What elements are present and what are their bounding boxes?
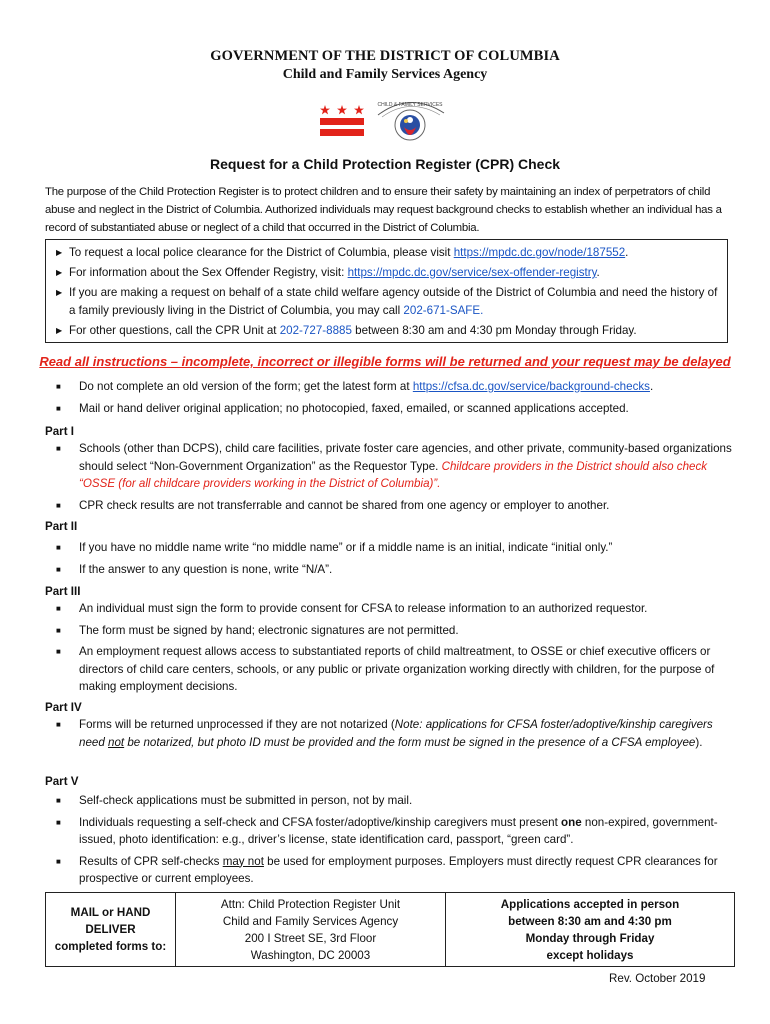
triangle-bullet-icon: ▶ (56, 326, 63, 335)
revision-date: Rev. October 2019 (609, 972, 706, 985)
general-instructions (45, 378, 735, 421)
list-item: ■ Schools (other than DCPS), child care facilities, private foster care agencies, and other private, community-based organizations should select “Non-Government Organization” as the Requestor Type. Childcare providers in the District should also check “OSSE (for all childcare providers working in the District of Columbia)”. (45, 440, 735, 493)
part-4-section (45, 700, 735, 755)
square-bullet-icon: ■ (56, 604, 61, 613)
info-box (45, 239, 728, 343)
government-name: GOVERNMENT OF THE DISTRICT OF COLUMBIA (210, 48, 560, 64)
part-label: Part V (45, 775, 79, 788)
document-header (0, 48, 770, 83)
list-item: ■ Self-check applications must be submitted in person, not by mail. (45, 792, 735, 810)
part-1-section (45, 424, 735, 518)
square-bullet-icon: ■ (56, 796, 61, 805)
cfsa-logo (372, 93, 448, 143)
square-bullet-icon: ■ (56, 403, 61, 413)
mail-label-cell: MAIL or HAND DELIVER completed forms to: (46, 893, 176, 967)
part-label: Part IV (45, 701, 82, 714)
part-label: Part III (45, 585, 81, 598)
list-item: ■ An employment request allows access to substantiated reports of child maltreatment, to OSSE or chief executive officers or directors of child care centers, schools, or any public or private organization working directly with children, for the purpose of making employment decisions. (45, 643, 735, 696)
cpr-unit-phone-number[interactable]: 202-727-8885 (279, 324, 352, 337)
square-bullet-icon: ■ (56, 543, 61, 552)
part-2-section (45, 519, 735, 582)
list-item: ■ CPR check results are not transferrable and cannot be shared from one agency or employer to another. (45, 497, 735, 515)
intro-paragraph: The purpose of the Child Protection Register is to protect children and to ensure their safety by maintaining an index of perpetrators of child abuse and neglect in the District of Columbia. Authorized individuals may request background checks to establish whether an individual has a record of substantiated abuse or neglect of a child that occurred in the District of Columbia. (45, 186, 722, 234)
triangle-bullet-icon: ▶ (56, 248, 63, 257)
police-clearance-link[interactable]: https://mpdc.dc.gov/node/187552 (453, 246, 626, 259)
safe-phone-number[interactable]: 202-671-SAFE. (403, 304, 484, 317)
part-3-section (45, 584, 735, 700)
page-title: Request for a Child Protection Register (CPR) Check (209, 156, 561, 172)
list-item: ■ The form must be signed by hand; electronic signatures are not permitted. (45, 622, 735, 640)
list-item: ■ Results of CPR self-checks may not be used for employment purposes. Employers must directly request CPR clearances for prospective or current employees. (45, 853, 735, 888)
childcare-provider-note: Childcare providers in the District should also check “OSSE (for all childcare providers working in the District of Columbia)”. (79, 459, 708, 490)
part-label: Part II (45, 520, 78, 533)
square-bullet-icon: ■ (56, 564, 61, 574)
square-bullet-icon: ■ (56, 856, 61, 866)
triangle-bullet-icon: ▶ (56, 288, 63, 297)
square-bullet-icon: ■ (56, 625, 61, 635)
list-item: ■ Forms will be returned unprocessed if they are not notarized (Note: applications for CFSA foster/adoptive/kinship caregivers need not be notarized, but photo ID must be provided and the form must be signed in the presence of a CFSA employee). (45, 716, 735, 751)
list-item: ■ If the answer to any question is none, write “N/A”. (45, 561, 735, 579)
sex-offender-registry-link[interactable]: https://mpdc.dc.gov/service/sex-offender-registry (347, 266, 597, 279)
part-5-section (45, 774, 735, 892)
mail-delivery-table (45, 892, 735, 967)
square-bullet-icon: ■ (56, 817, 61, 827)
agency-name: Child and Family Services Agency (282, 67, 488, 82)
part-label: Part I (45, 425, 74, 438)
list-item: ■ If you have no middle name write “no middle name” or if a middle name is an initial, indicate “initial only.” (45, 539, 735, 557)
square-bullet-icon: ■ (56, 444, 61, 453)
instructions-warning: Read all instructions – incomplete, incorrect or illegible forms will be returned and your request may be delayed (39, 354, 731, 369)
office-hours-cell: Applications accepted in person between 8:30 am and 4:30 pm Monday through Friday except holidays (446, 893, 735, 967)
info-item-cpr-unit: ▶ For other questions, call the CPR Unit at 202-727-8885 between 8:30 am and 4:30 pm Monday through Friday. (56, 322, 721, 340)
mail-address-cell: Attn: Child Protection Register Unit Child and Family Services Agency 200 I Street SE, 3rd Floor Washington, DC 20003 (176, 893, 446, 967)
info-item-sex-offender: ▶ For information about the Sex Offender Registry, visit: https://mpdc.dc.gov/service/sex-offender-registry. (56, 264, 721, 282)
list-item: ■ Individuals requesting a self-check and CFSA foster/adoptive/kinship caregivers must present one non-expired, government-issued, photo identification: e.g., driver’s license, state identification card, passport, “green card”. (45, 814, 735, 849)
triangle-bullet-icon: ▶ (56, 268, 63, 277)
square-bullet-icon: ■ (56, 720, 61, 729)
background-checks-link[interactable]: https://cfsa.dc.gov/service/background-checks (412, 380, 650, 393)
info-item-state-agency: ▶ If you are making a request on behalf of a state child welfare agency outside of the District of Columbia and need the history of a family previously living in the District of Columbia, you may call 202-671-SAFE. (56, 284, 721, 320)
dc-flag-logo (320, 101, 364, 137)
list-item: ■ An individual must sign the form to provide consent for CFSA to release information to an authorized requestor. (45, 600, 735, 618)
info-item-police: ▶ To request a local police clearance for the District of Columbia, please visit https://mpdc.dc.gov/node/187552. (56, 244, 721, 262)
square-bullet-icon: ■ (56, 500, 61, 510)
list-item: ■ Mail or hand deliver original application; no photocopied, faxed, emailed, or scanned applications accepted. (45, 400, 735, 418)
square-bullet-icon: ■ (56, 382, 61, 391)
svg-text:CHILD & FAMILY SERVICES: CHILD & FAMILY SERVICES (377, 102, 443, 108)
square-bullet-icon: ■ (56, 647, 61, 656)
list-item: ■ Do not complete an old version of the form; get the latest form at https://cfsa.dc.gov/service/background-checks. (45, 378, 735, 396)
